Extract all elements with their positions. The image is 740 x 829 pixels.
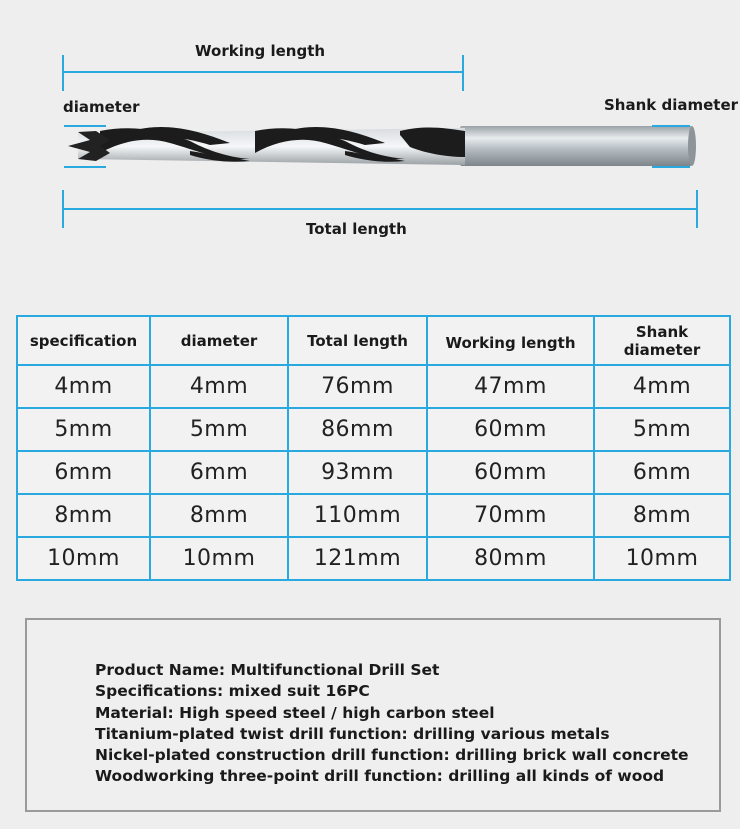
diameter-label: diameter <box>63 98 140 116</box>
table-cell: 60mm <box>427 408 594 451</box>
table-cell: 5mm <box>17 408 150 451</box>
total-length-tick-left <box>62 190 64 228</box>
drill-shank-end <box>688 126 696 166</box>
table-cell: 8mm <box>594 494 730 537</box>
info-titanium-function: Titanium-plated twist drill function: drilling various metals <box>95 724 610 743</box>
product-info-box <box>25 618 721 812</box>
table-cell: 76mm <box>288 365 427 408</box>
table-cell: 80mm <box>427 537 594 580</box>
table-cell: 93mm <box>288 451 427 494</box>
header-specification: specification <box>17 316 150 365</box>
spec-table <box>16 315 731 581</box>
working-length-label: Working length <box>195 42 326 60</box>
table-cell: 4mm <box>150 365 288 408</box>
header-total-length: Total length <box>288 316 427 365</box>
table-cell: 10mm <box>150 537 288 580</box>
info-product-name: Product Name: Multifunctional Drill Set <box>95 661 440 679</box>
table-cell: 6mm <box>17 451 150 494</box>
table-row <box>17 451 730 494</box>
table-row <box>17 494 730 537</box>
shank-diameter-label: Shank diameter <box>604 96 739 114</box>
info-material: Material: High speed steel / high carbon steel <box>95 703 495 722</box>
info-woodworking-function: Woodworking three-point drill function: drilling all kinds of wood <box>95 767 665 786</box>
table-cell: 121mm <box>288 537 427 580</box>
product-info-lines <box>95 660 689 788</box>
info-nickel-function: Nickel-plated construction drill function: drilling brick wall concrete <box>95 746 689 765</box>
table-cell: 10mm <box>594 537 730 580</box>
table-cell: 6mm <box>594 451 730 494</box>
table-row <box>17 408 730 451</box>
info-specifications: Specifications: mixed suit 16PC <box>95 682 370 701</box>
table-cell: 10mm <box>17 537 150 580</box>
drill-shank <box>460 126 692 166</box>
table-cell: 5mm <box>150 408 288 451</box>
header-working-length: Working length <box>427 316 594 365</box>
table-cell: 6mm <box>150 451 288 494</box>
header-shank-diameter: Shank diameter <box>594 316 730 365</box>
diameter-marker-bottom <box>64 166 106 168</box>
header-diameter: diameter <box>150 316 288 365</box>
table-cell: 86mm <box>288 408 427 451</box>
table-row <box>17 365 730 408</box>
working-length-tick-right <box>462 55 464 91</box>
table-cell: 8mm <box>17 494 150 537</box>
shank-marker-top <box>652 125 690 127</box>
table-header-row <box>17 316 730 365</box>
table-cell: 5mm <box>594 408 730 451</box>
total-length-label: Total length <box>306 220 407 238</box>
working-length-line <box>63 71 463 73</box>
total-length-line <box>63 208 697 210</box>
table-cell: 4mm <box>17 365 150 408</box>
total-length-tick-right <box>696 190 698 228</box>
table-cell: 110mm <box>288 494 427 537</box>
table-row <box>17 537 730 580</box>
shank-marker-bottom <box>652 166 690 168</box>
table-cell: 70mm <box>427 494 594 537</box>
table-cell: 4mm <box>594 365 730 408</box>
working-length-tick-left <box>62 55 64 91</box>
diameter-marker-top <box>64 125 106 127</box>
table-cell: 60mm <box>427 451 594 494</box>
table-cell: 8mm <box>150 494 288 537</box>
drill-bit-illustration <box>0 95 740 175</box>
table-cell: 47mm <box>427 365 594 408</box>
